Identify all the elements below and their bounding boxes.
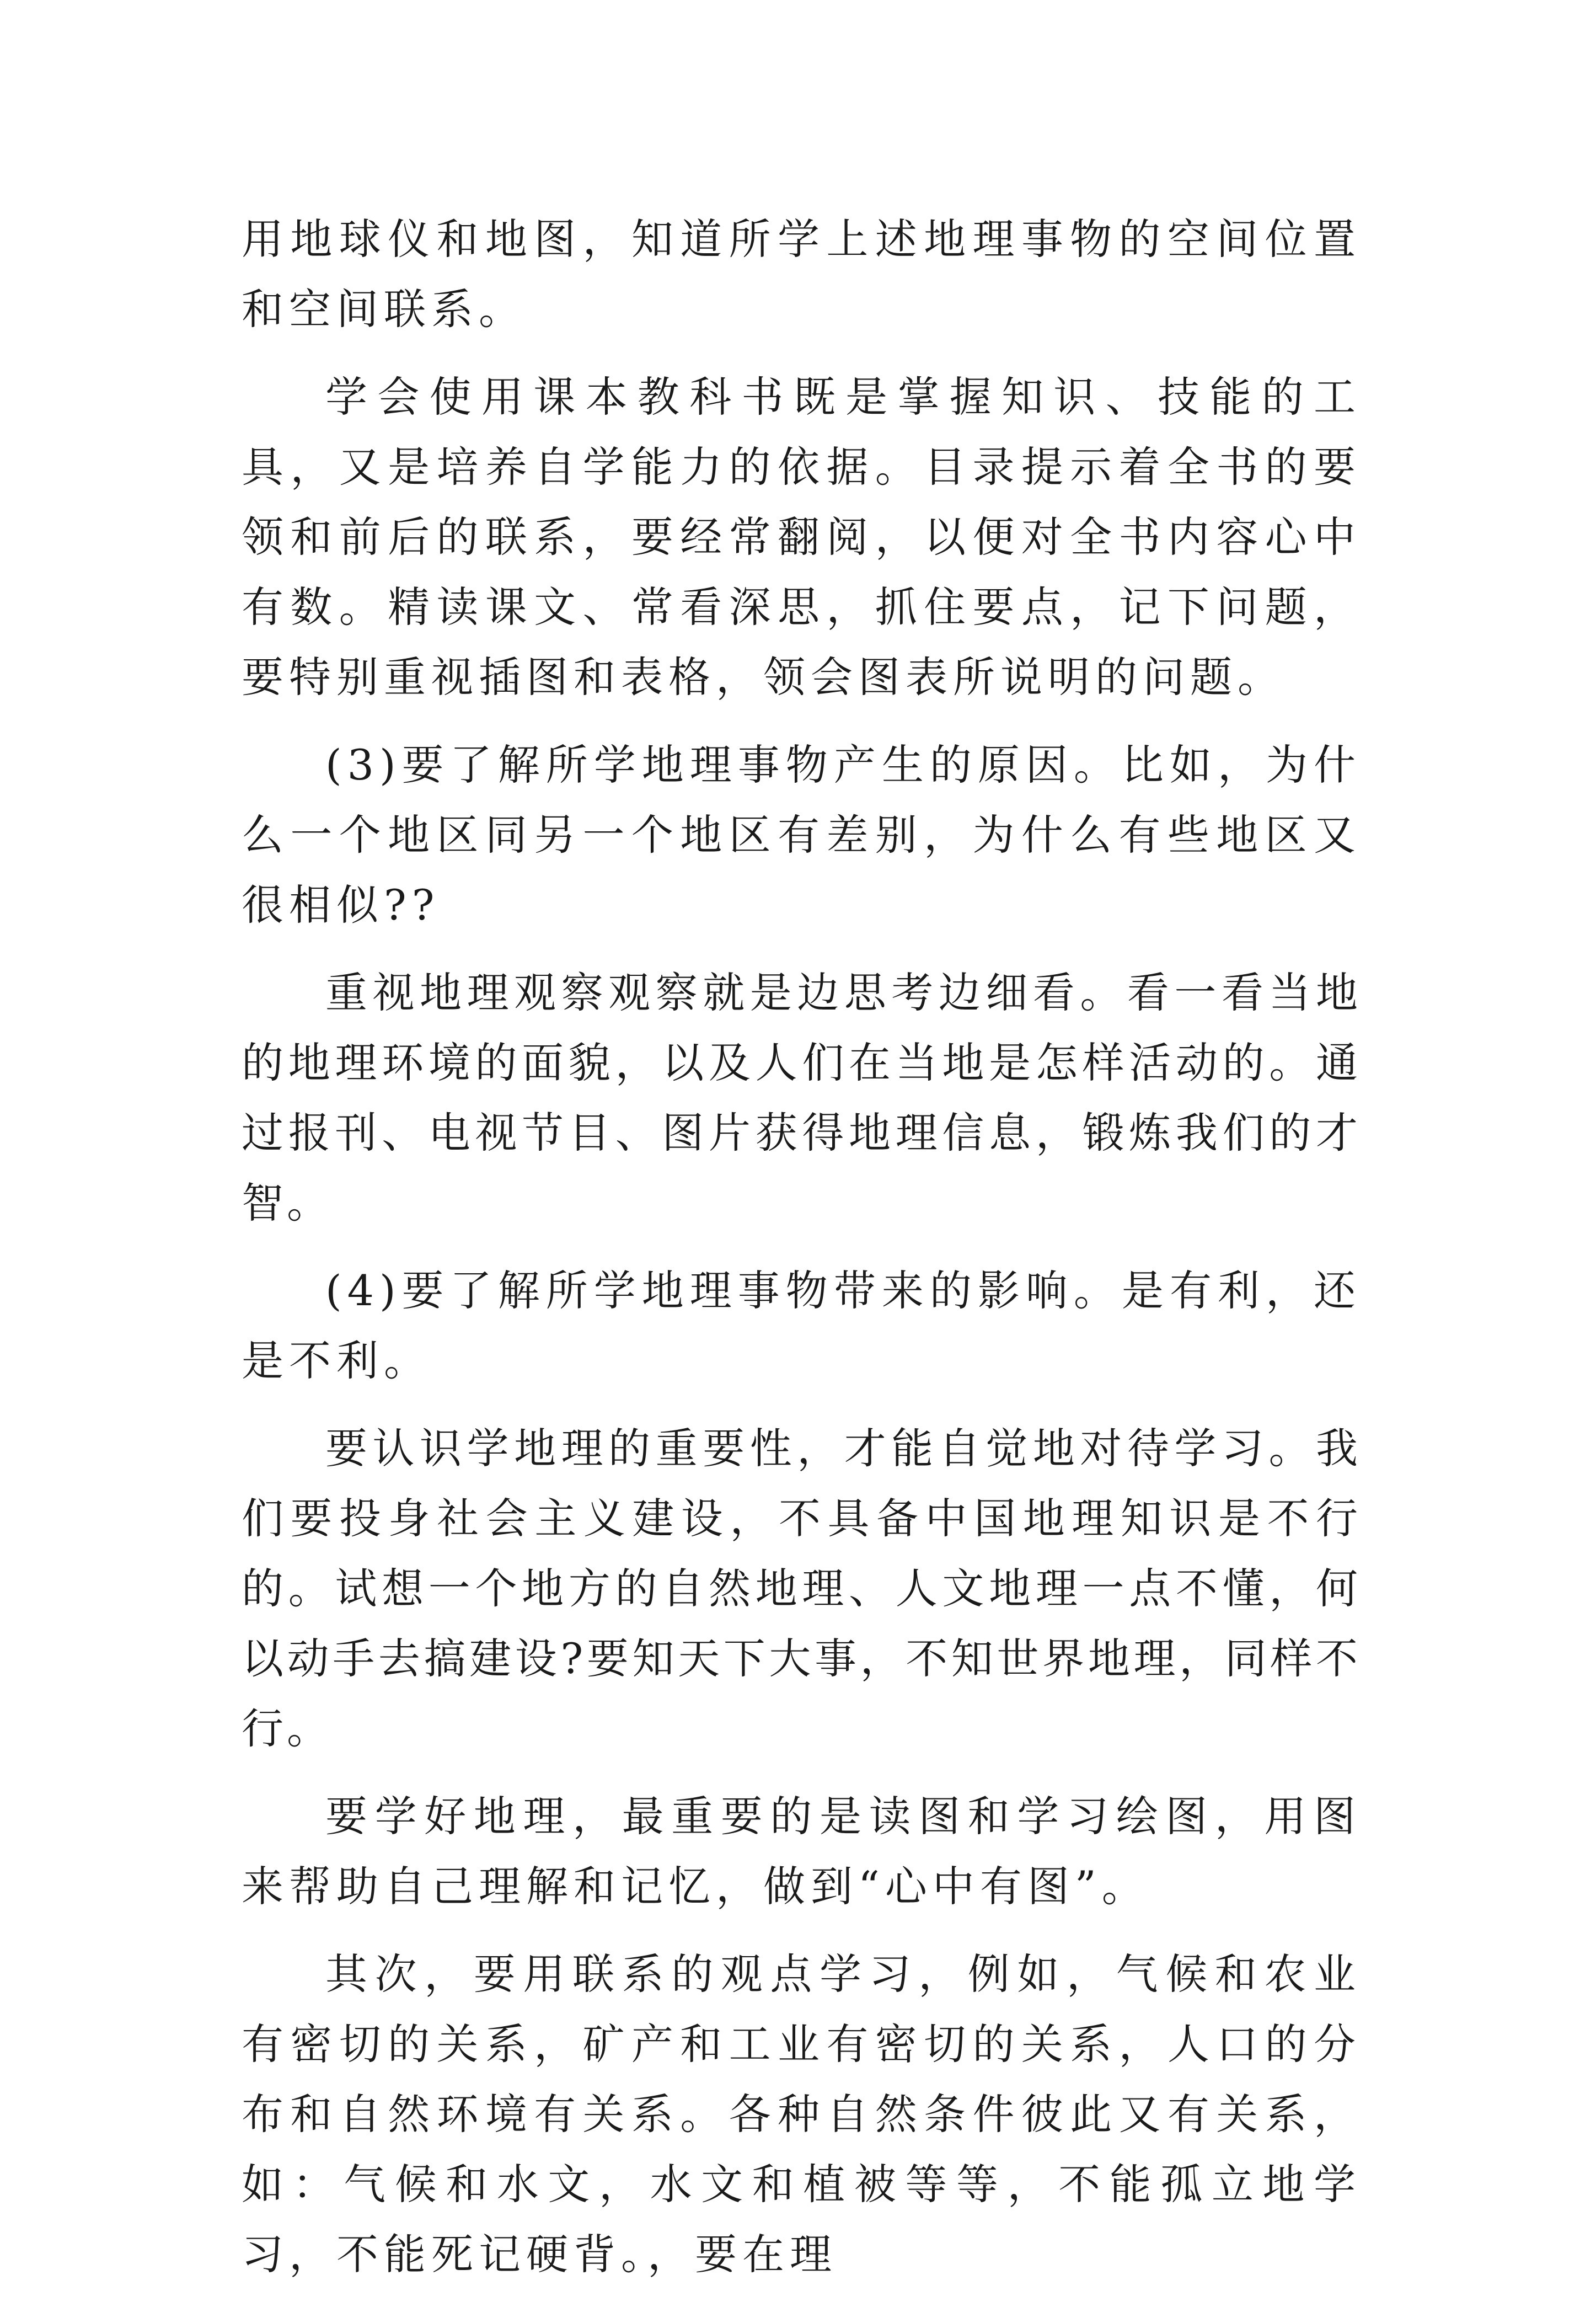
paragraph-map-reading: 要学好地理，最重要的是读图和学习绘图，用图来帮助自己理解和记忆，做到“心中有图”。: [242, 1792, 1361, 1911]
paragraph-point-4: (4)要了解所学地理事物带来的影响。是有利，还是不利。: [242, 1266, 1361, 1385]
paragraph-connections: 其次，要用联系的观点学习，例如，气候和农业有密切的关系，矿产和工业有密切的关系，人口的分布和自然环境有关系。各种自然条件彼此又有关系，如：气候和水文，水文和植被等等，不能孤立地学习，不能死记硬背。，要在理: [242, 1950, 1361, 2279]
paragraph-importance: 要认识学地理的重要性，才能自觉地对待学习。我们要投身社会主义建设，不具备中国地理知识是不行的。试想一个地方的自然地理、人文地理一点不懂，何以动手去搞建设?要知天下大事，不知世界地理，同样不行。: [242, 1424, 1361, 1753]
paragraph-textbook-usage: 学会使用课本教科书既是掌握知识、技能的工具，又是培养自学能力的依据。目录提示着全书的要领和前后的联系，要经常翻阅，以便对全书内容心中有数。精读课文、常看深思，抓住要点，记下问题，要特别重视插图和表格，领会图表所说明的问题。: [242, 372, 1361, 702]
paragraph-observation: 重视地理观察观察就是边思考边细看。看一看当地的地理环境的面貌，以及人们在当地是怎样活动的。通过报刊、电视节目、图片获得地理信息，锻炼我们的才智。: [242, 968, 1361, 1227]
body-text: [242, 204, 1361, 2307]
paragraph-continuation: 用地球仪和地图，知道所学上述地理事物的空间位置和空间联系。: [242, 215, 1361, 334]
paragraph-point-3: (3)要了解所学地理事物产生的原因。比如，为什么一个地区同另一个地区有差别，为什么有些地区又很相似??: [242, 740, 1361, 930]
